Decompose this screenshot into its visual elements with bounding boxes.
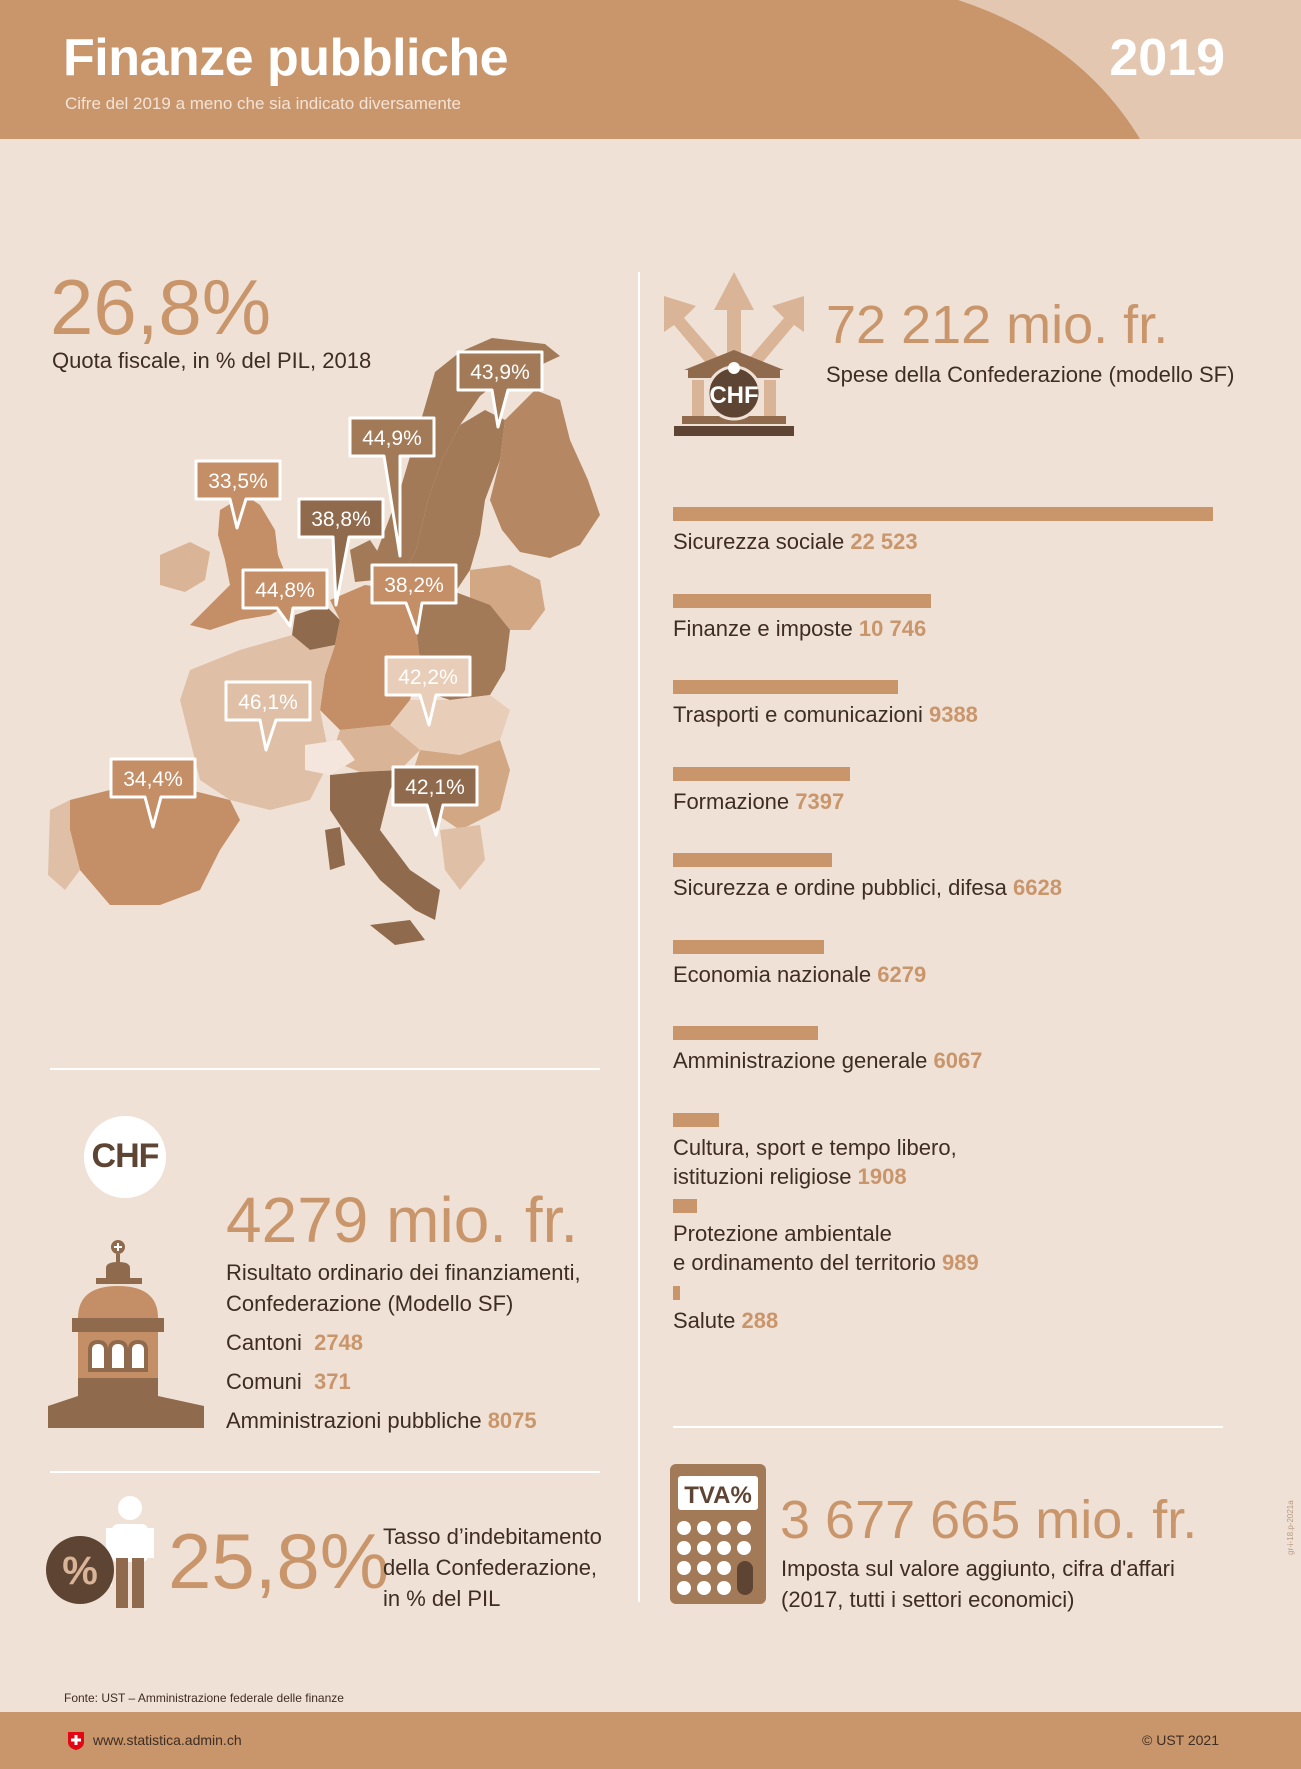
section-divider (673, 1426, 1223, 1428)
financing-label-line1: Risultato ordinario dei finanziamenti, (226, 1260, 581, 1285)
vat-value: 3 677 665 mio. fr. (780, 1490, 1198, 1550)
expenses-icon-text: CHF (709, 382, 759, 409)
page-title: Finanze pubbliche (63, 29, 509, 87)
bar (673, 594, 931, 608)
vat-label (781, 1553, 1175, 1615)
vat-calculator-icon (670, 1464, 766, 1604)
bar-value-label: 6279 (877, 961, 927, 987)
year-label: 2019 (1109, 29, 1225, 87)
bar (673, 1113, 719, 1127)
map-callout-label: 34,4% (123, 768, 183, 791)
map-country-sicily (370, 920, 425, 945)
map-country-france (180, 635, 335, 810)
map-callout-label: 33,5% (208, 470, 268, 493)
swiss-flag-icon (66, 1730, 86, 1750)
bar (673, 1199, 697, 1213)
bar-label-line: istituzioni religiose 1908 (673, 1163, 907, 1189)
bar-label (673, 1219, 979, 1277)
map-callout-label: 38,8% (311, 508, 371, 531)
map-country-greece (440, 825, 485, 890)
debt-label-line2: della Confederazione, (383, 1555, 598, 1580)
financing-result-label (226, 1257, 581, 1319)
column-divider (638, 272, 640, 1602)
map-callout-label: 42,1% (405, 776, 465, 799)
map-country-finland (490, 390, 600, 558)
bar-label-line: Trasporti e comunicazioni 9388 (673, 702, 978, 727)
bar-label-line: Cultura, sport e tempo libero, (673, 1134, 957, 1160)
bar-label-line: Finanze e imposte 10 746 (673, 615, 927, 641)
map-callout-label: 43,9% (470, 361, 530, 384)
financing-row-label: Cantoni (226, 1330, 302, 1355)
debt-label (383, 1521, 602, 1614)
tax-share-value: 26,8% (50, 263, 272, 351)
chf-icon (84, 1116, 166, 1198)
map-callout-label: 44,9% (362, 427, 422, 450)
map-callout-label: 42,2% (398, 666, 458, 689)
map-countries (48, 338, 600, 945)
map-callout-label: 46,1% (238, 691, 298, 714)
financing-label-line2: Confederazione (Modello SF) (226, 1291, 514, 1316)
bar-value-label: 989 (942, 1250, 979, 1275)
debt-label-line1: Tasso d’indebitamento (383, 1524, 602, 1549)
expenses-icon (664, 270, 804, 436)
financing-row-public-administrations (226, 1408, 537, 1434)
debt-value: 25,8% (168, 1517, 390, 1605)
financing-row-label: Amministrazioni pubbliche (226, 1408, 482, 1433)
bar-label-line: Economia nazionale 6279 (673, 961, 927, 987)
bar-label (673, 960, 926, 989)
vat-label-line2: (2017, tutti i settori economici) (781, 1587, 1075, 1612)
financing-row-communes (226, 1369, 351, 1395)
debt-label-line3: in % del PIL (383, 1586, 501, 1611)
bar-label-line: Formazione 7397 (673, 788, 845, 814)
bar-label (673, 527, 918, 556)
bar-label-line: Sicurezza e ordine pubblici, difesa 6628 (673, 875, 1062, 900)
header (0, 0, 1301, 139)
bar (673, 1286, 680, 1300)
debt-person-icon (44, 1496, 162, 1608)
federal-palace-icon (48, 1238, 204, 1428)
expenses-bar-chart (673, 507, 1273, 1407)
bar-label (673, 1046, 982, 1075)
bar-value-label: 9388 (928, 702, 978, 727)
financing-row-label: Comuni (226, 1369, 302, 1394)
expenses-total-label: Spese della Confederazione (modello SF) (826, 362, 1235, 387)
map-country-sardinia (325, 827, 345, 870)
financing-row-value: 371 (314, 1369, 351, 1394)
website-link[interactable]: www.statistica.admin.ch (93, 1732, 242, 1748)
bar-value-label: 288 (741, 1307, 779, 1333)
bar-label-line: Protezione ambientale (673, 1221, 892, 1246)
footer (0, 1712, 1301, 1769)
debt-icon-text: % (62, 1549, 98, 1593)
source-note: Fonte: UST – Amministrazione federale delle finanze (64, 1691, 344, 1705)
financing-row-value: 8075 (487, 1408, 537, 1433)
map-callout-label: 44,8% (255, 579, 315, 602)
bar-label (673, 700, 978, 729)
bar (673, 940, 824, 954)
section-divider (50, 1471, 600, 1473)
financing-result-value: 4279 mio. fr. (226, 1184, 579, 1256)
bar-value-label: 6067 (933, 1048, 983, 1073)
map-callout-label: 38,2% (384, 574, 444, 597)
bar-label-line: Sicurezza sociale 22 523 (673, 529, 918, 554)
bar-label-line: Amministrazione generale 6067 (673, 1048, 983, 1073)
bar-value-label: 7397 (795, 788, 845, 814)
tax-share-label: Quota fiscale, in % del PIL, 2018 (52, 348, 372, 373)
bar-value-label: 1908 (857, 1163, 907, 1189)
chf-icon-text: CHF (91, 1137, 159, 1175)
figure-code: gr-i-18.p-2021a (1286, 1500, 1295, 1555)
bar-label-line: Salute 288 (673, 1307, 779, 1333)
copyright: © UST 2021 (1142, 1732, 1219, 1748)
financing-row-value: 2748 (314, 1330, 364, 1355)
map-country-ireland (160, 542, 210, 592)
bar-label (673, 787, 844, 816)
bar (673, 507, 1213, 521)
vat-icon-text: TVA% (684, 1482, 752, 1509)
bar-value-label: 22 523 (850, 529, 918, 554)
financing-row-cantons (226, 1330, 363, 1356)
page-subtitle: Cifre del 2019 a meno che sia indicato diversamente (65, 94, 461, 113)
bar (673, 767, 850, 781)
bar-label (673, 1133, 957, 1191)
bar-value-label: 10 746 (858, 615, 927, 641)
bar (673, 853, 832, 867)
bar-value-label: 6628 (1012, 875, 1062, 900)
bar-label-line: e ordinamento del territorio 989 (673, 1250, 979, 1275)
section-divider (50, 1068, 600, 1070)
bar-label (673, 873, 1062, 902)
vat-label-line1: Imposta sul valore aggiunto, cifra d'affari (781, 1556, 1175, 1581)
expenses-total-value: 72 212 mio. fr. (826, 295, 1169, 355)
bar-label (673, 1306, 778, 1335)
europe-map (40, 330, 620, 1030)
bar-label (673, 614, 926, 643)
bar (673, 1026, 818, 1040)
bar (673, 680, 898, 694)
